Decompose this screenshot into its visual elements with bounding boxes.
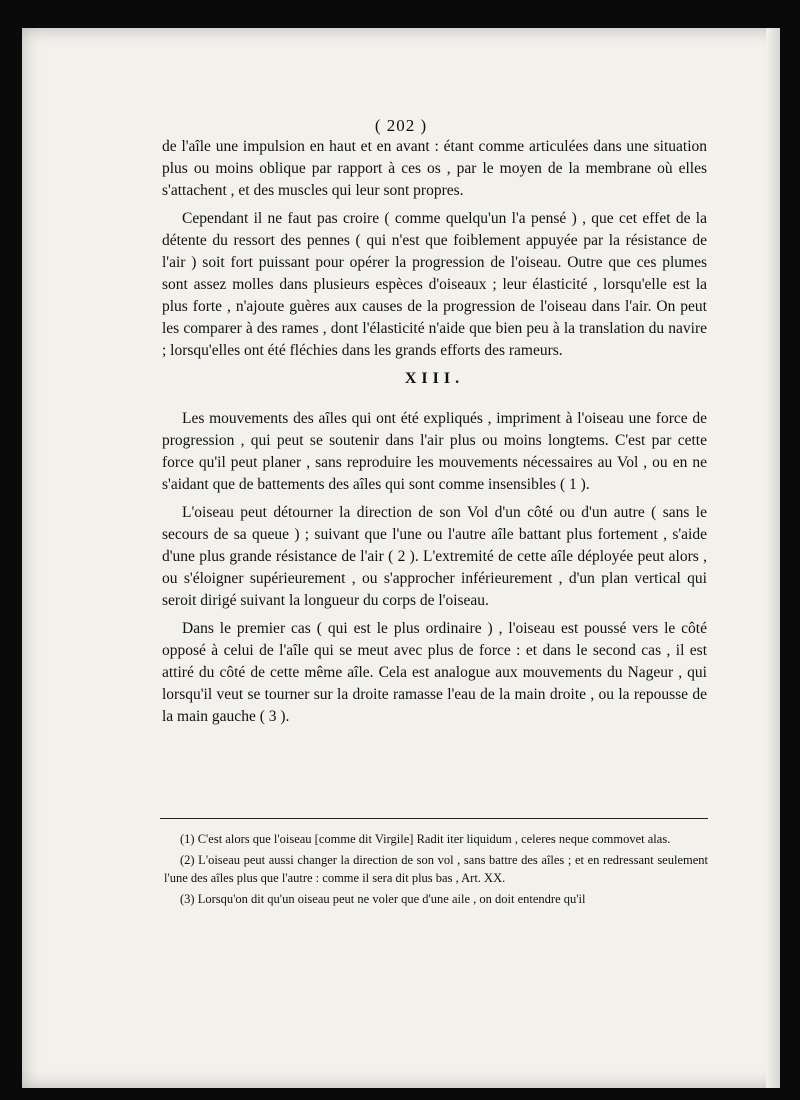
footnote-3: (3) Lorsqu'on dit qu'un oiseau peut ne voler que d'une aile , on doit entendre qu'il	[180, 892, 586, 906]
section-heading: XIII.	[404, 370, 465, 387]
paragraph-4: L'oiseau peut détourner la direction de son Vol d'un côté ou d'un autre ( sans le secours de sa queue ) ; suivant que l'une ou l'autre aîle battant plus fortement , s'aide d'une plus grande résistance de l'air ( 2 ). L'extremité de cette aîle déployée peut alors , ou s'éloigner supérieurement , ou s'approcher inférieurement , d'un plan vertical qui seroit dirigé suivant la longueur du corps de l'oiseau.	[162, 504, 707, 609]
page-number: ( 202 )	[374, 116, 428, 135]
footnote-2: (2) L'oiseau peut aussi changer la direction de son vol , sans battre des aîles ; et en redressant seulement l'une des aîles plus que l'autre : comme il sera dit plus bas , Art. XX.	[164, 853, 708, 885]
paragraph-1: de l'aîle une impulsion en haut et en avant : étant comme articulées dans une situation plus ou moins oblique par rapport à ces os , par le moyen de la membrane où elles s'attachent , et des muscles qui leur sont propres.	[162, 138, 707, 199]
paragraph-2: Cependant il ne faut pas croire ( comme quelqu'un l'a pensé ) , que cet effet de la détente du ressort des pennes ( qui n'est que foiblement appuyée par la résistance de l'air ) soit fort puissant pour opérer la progression de l'oiseau. Outre que ces plumes sont assez molles dans plusieurs espèces d'oiseaux ; leur élasticité , lorsqu'elle est la plus forte , n'ajoute guères aux causes de la progression de l'oiseau dans l'air. On peut les comparer à des rames , dont l'élasticité n'aide que bien peu à la translation du navire ; lorsqu'elles ont été fléchies dans les grands efforts des rameurs.	[162, 210, 707, 359]
footnote-divider	[160, 818, 708, 819]
footnote-1: (1) C'est alors que l'oiseau [comme dit Virgile] Radit iter liquidum , celeres neque commovet alas.	[180, 832, 671, 846]
scanned-page	[22, 28, 780, 1088]
paragraph-5: Dans le premier cas ( qui est le plus ordinaire ) , l'oiseau est poussé vers le côté opposé à celui de l'aîle qui se meut avec plus de force : et dans le second cas , il est attiré du côté de cette même aîle. Cela est analogue aux mouvements du Nageur , qui lorsqu'il veut se tourner sur la droite ramasse l'eau de la main droite , ou la repousse de la main gauche ( 3 ).	[162, 620, 707, 725]
footnotes	[164, 830, 708, 911]
main-text	[162, 136, 707, 734]
paragraph-3: Les mouvements des aîles qui ont été expliqués , impriment à l'oiseau une force de progression , qui peut se soutenir dans l'air plus ou moins longtems. C'est par cette force qu'il peut planer , sans reproduire les mouvements nécessaires au Vol , ou en ne s'aidant que de battements des aîles qui sont comme insensibles ( 1 ).	[162, 410, 707, 493]
page-edge	[766, 28, 780, 1088]
